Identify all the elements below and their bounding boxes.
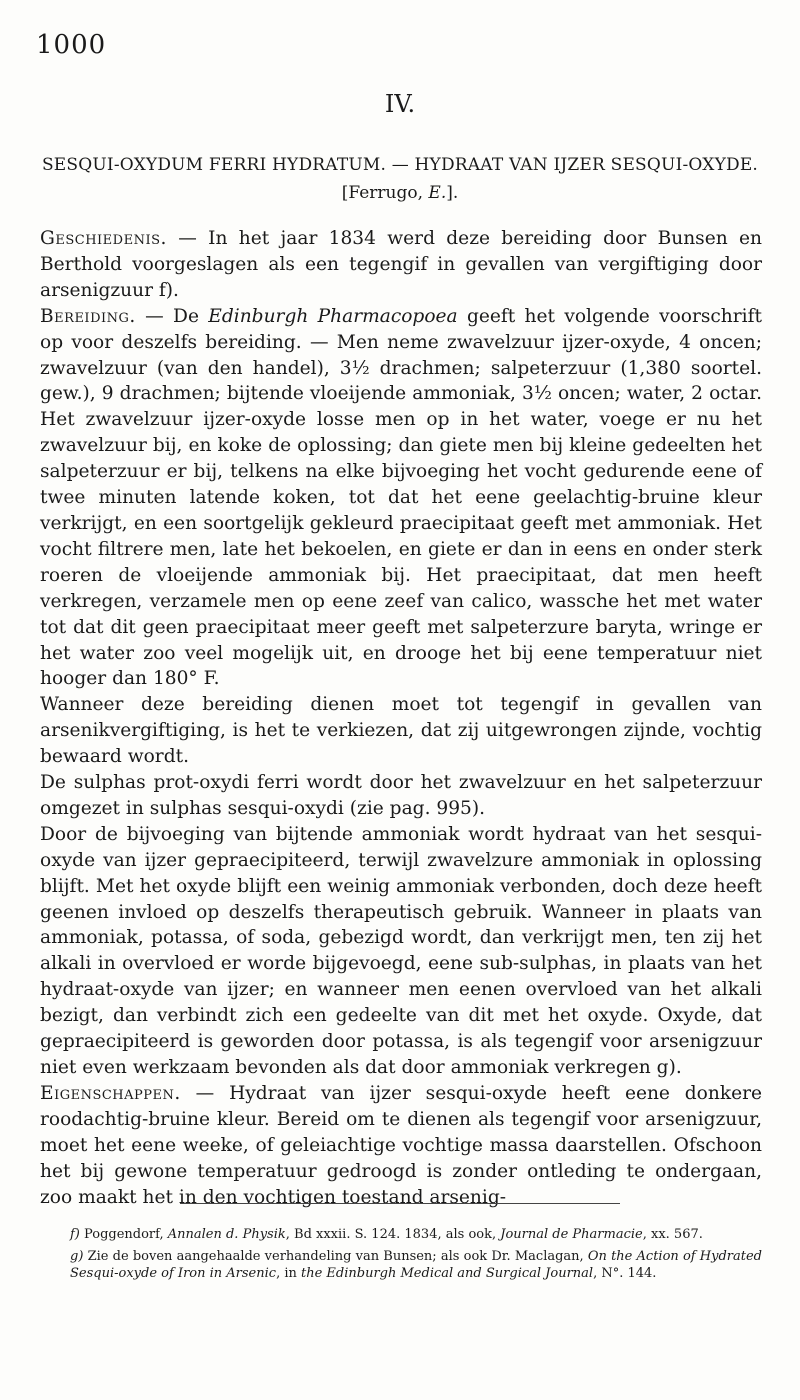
paragraph-eigenschappen: [40, 1081, 762, 1211]
section-label-geschiedenis: Geschiedenis.: [40, 228, 167, 249]
paragraph-sulphas: De sulphas prot-oxydi ferri wordt door het zwavelzuur en het salpeterzuur omgezet in sulphas sesqui-oxydi (zie pag. 995).: [40, 772, 762, 819]
footnote-f-emph-1: Annalen d. Physik: [167, 1227, 286, 1242]
footnote-f-text-1: Poggendorf,: [84, 1227, 168, 1242]
body-text: [40, 226, 762, 1210]
paragraph-geschiedenis: [40, 226, 762, 304]
synonym-suffix: ].: [446, 183, 459, 203]
footnote-f: [40, 1226, 762, 1244]
bereiding-text-after: geeft het volgende voorschrift op voor deszelfs bereiding. — Men neme zwavelzuur ijzer-oxyde, 4 oncen; zwavelzuur (van den handel), 3½ drachmen; salpeterzuur (1,380 soortel. gew.), 9 drachmen; bijtende vloeijende ammoniak, 3½ oncen; water, 2 octar. Het zwavelzuur ijzer-oxyde losse men op in het water, voege er nu het zwavelzuur bij, en koke de oplossing; dan giete men bij kleine gedeelten het salpeterzuur er bij, telkens na elke bijvoeging het vocht gedurende eene of twee minuten latende koken, tot dat het eene geelachtig-bruine kleur verkrijgt, en een soortgelijk gekleurd praecipitaat geeft met ammoniak. Het vocht filtrere men, late het bekoelen, en giete er dan in eens en onder sterk roeren de vloeijende ammoniak bij. Het praecipitaat, dat men heeft verkregen, verzamele men op eene zeef van calico, wassche het met water tot dat dit geen praecipitaat meer geeft met salpeterzure baryta, wringe er het water zoo veel mogelijk uit, en drooge het bij eene temperatuur niet hooger dan 180° F.: [40, 305, 762, 690]
footnote-marker-g: g): [70, 1248, 88, 1264]
section-label-eigenschappen: Eigenschappen.: [40, 1082, 181, 1104]
footnote-g-text-3: , N°. 144.: [593, 1266, 657, 1281]
bereiding-emphasis: Edinburgh Pharmacopoea: [208, 305, 458, 327]
footnote-f-text-3: , xx. 567.: [642, 1227, 703, 1242]
paragraph-wanneer: Wanneer deze bereiding dienen moet tot tegengif in gevallen van arsenikvergiftiging, is het te verkiezen, dat zij uitgewrongen zijnde, vochtig bewaard wordt.: [40, 694, 762, 768]
footnote-g: [40, 1248, 762, 1283]
article-synonym: [0, 183, 800, 203]
footnote-g-emph-2: the Edinburgh Medical and Surgical Journal: [301, 1266, 594, 1281]
footnote-g-text-1: Zie de boven aangehaalde verhandeling van Bunsen; als ook Dr. Maclagan,: [87, 1248, 588, 1264]
footnote-divider: [180, 1203, 620, 1204]
bereiding-text-before: — De: [135, 305, 209, 327]
synonym-prefix: [Ferrugo,: [341, 183, 429, 203]
paragraph-bereiding: [40, 304, 762, 693]
footnote-f-text-2: , Bd xxxii. S. 124. 1834, als ook,: [285, 1227, 501, 1242]
article-title: SESQUI-OXYDUM FERRI HYDRATUM. — HYDRAAT VAN IJZER SESQUI-OXYDE.: [41, 155, 759, 175]
paragraph-bijvoeging: Door de bijvoeging van bijtende ammoniak wordt hydraat van het sesqui-oxyde van ijzer gepraecipiteerd, terwijl zwavelzure ammoniak in oplossing blijft. Met het oxyde blijft een weinig ammoniak verbonden, doch deze heeft geenen invloed op deszelfs therapeutisch gebruik. Wanneer in plaats van ammoniak, potassa, of soda, gebezigd wordt, dan verkrijgt men, ten zij het alkali in overvloed er worde bijgevoegd, eene sub-sulphas, in plaats van het hydraat-oxyde van ijzer; en wanneer men eenen overvloed van het alkali bezigt, dan verbindt zich een gedeelte van dit met het oxyde. Oxyde, dat gepraecipiteerd is geworden door potassa, is als tegengif voor arsenigzuur niet even werkzaam bevonden als dat door ammoniak verkregen g).: [40, 823, 762, 1078]
section-label-bereiding: Bereiding.: [40, 305, 136, 327]
footnote-f-emph-2: Journal de Pharmacie: [500, 1227, 643, 1242]
section-number: IV.: [384, 90, 416, 118]
eigenschappen-text: — Hydraat van ijzer sesqui-oxyde heeft eene donkere roodachtig-bruine kleur. Bereid om te dienen als tegengif voor arsenigzuur, moet het eene weeke, of geleiachtige vochtige massa daarstellen. Ofschoon het bij gewone temperatuur gedroogd is zonder ontleding te ondergaan, zoo maakt het in den vochtigen toestand arsenig-: [40, 1082, 762, 1208]
footnotes: [40, 1226, 762, 1287]
footnote-g-emph-1: On the Action of Hydrated Sesqui-oxyde of Iron in Arsenic: [70, 1248, 762, 1281]
page-number: 1000: [36, 30, 107, 60]
geschiedenis-text: — In het jaar 1834 werd deze bereiding door Bunsen en Berthold voorgeslagen als een tegengif in gevallen van vergiftiging door arsenigzuur f).: [40, 228, 762, 301]
footnote-marker-f: f): [70, 1227, 85, 1242]
footnote-g-text-2: , in: [276, 1266, 301, 1281]
synonym-abbrev: E.: [428, 183, 447, 203]
